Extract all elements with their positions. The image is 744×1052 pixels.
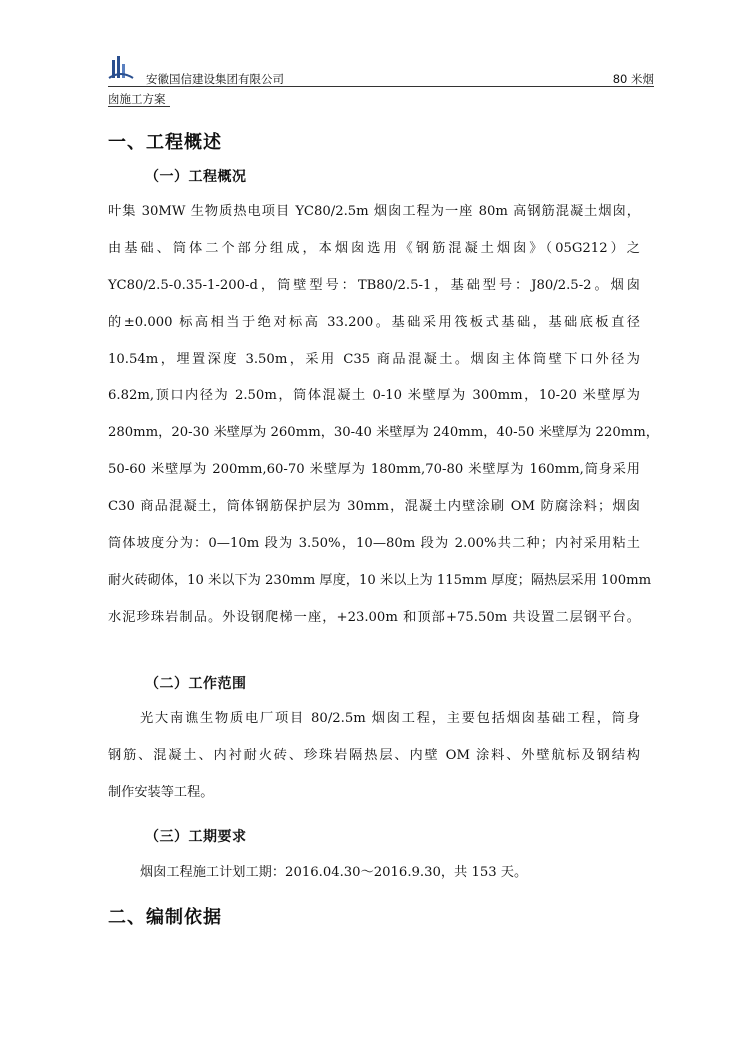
subsection-heading-1: （一）工程概况 — [145, 169, 247, 185]
paragraph-line: 由基础、筒体二个部分组成，本烟囱选用《钢筋混凝土烟囱》（05G212）之 — [108, 240, 640, 256]
subsection-heading-3: （三）工期要求 — [145, 829, 247, 845]
paragraph-line: 水泥珍珠岩制品。外设钢爬梯一座，+23.00m 和顶部+75.50m 共设置二层钢平台。 — [108, 609, 640, 625]
paragraph-schedule — [108, 855, 640, 892]
subsection-heading-2: （二）工作范围 — [145, 676, 247, 692]
section-heading-2: 二、编制依据 — [108, 907, 222, 928]
paragraph-work-scope — [108, 701, 640, 812]
paragraph-line: 钢筋、混凝土、内衬耐火砖、珍珠岩隔热层、内壁 OM 涂料、外壁航标及钢结构 — [108, 747, 640, 763]
section-heading-1: 一、工程概述 — [108, 132, 222, 153]
header-rule-short — [108, 106, 170, 107]
paragraph-line: 6.82m,顶口内径为 2.50m，筒体混凝土 0-10 米壁厚为 300mm，10-20 米壁厚为 — [108, 388, 640, 404]
paragraph-line: 耐火砖砌体，10 米以下为 230mm 厚度，10 米以上为 115mm 厚度；隔热层采用 100mm — [108, 572, 652, 588]
page-header — [108, 70, 654, 86]
header-doc-title-continued: 囱施工方案 — [108, 92, 166, 106]
header-rule — [108, 86, 654, 87]
header-company: 安徽国信建设集团有限公司 — [146, 72, 284, 86]
paragraph-line: 10.54m，埋置深度 3.50m，采用 C35 商品混凝土。烟囱主体筒壁下口外径为 — [108, 351, 640, 367]
paragraph-line: 筒体坡度分为：0—10m 段为 3.50%，10—80m 段为 2.00%共二种；内衬采用粘土 — [108, 536, 640, 552]
paragraph-project-overview — [108, 194, 659, 637]
paragraph-line: C30 商品混凝土，筒体钢筋保护层为 30mm，混凝土内壁涂刷 OM 防腐涂料；烟囱 — [108, 499, 640, 515]
paragraph-line: YC80/2.5-0.35-1-200-d，筒壁型号：TB80/2.5-1，基础型号：J80/2.5-2。烟囱 — [108, 277, 640, 293]
paragraph-line: 光大南谯生物质电厂项目 80/2.5m 烟囱工程，主要包括烟囱基础工程，筒身 — [140, 711, 640, 726]
paragraph-line: 的±0.000 标高相当于绝对标高 33.200。基础采用筏板式基础，基础底板直径 — [108, 314, 640, 330]
paragraph-line: 制作安装等工程。 — [108, 784, 214, 800]
paragraph-line: 烟囱工程施工计划工期：2016.04.30～2016.9.30，共 153 天。 — [140, 865, 528, 880]
paragraph-line: 叶集 30MW 生物质热电项目 YC80/2.5m 烟囱工程为一座 80m 高钢筋混凝土烟囱， — [108, 204, 640, 219]
paragraph-line: 50-60 米壁厚为 200mm,60-70 米壁厚为 180mm,70-80 米壁厚为 160mm,筒身采用 — [108, 462, 640, 478]
header-doc-title: 80 米烟 — [612, 72, 654, 86]
paragraph-line: 280mm，20-30 米壁厚为 260mm，30-40 米壁厚为 240mm，40-50 米壁厚为 220mm， — [108, 425, 659, 441]
